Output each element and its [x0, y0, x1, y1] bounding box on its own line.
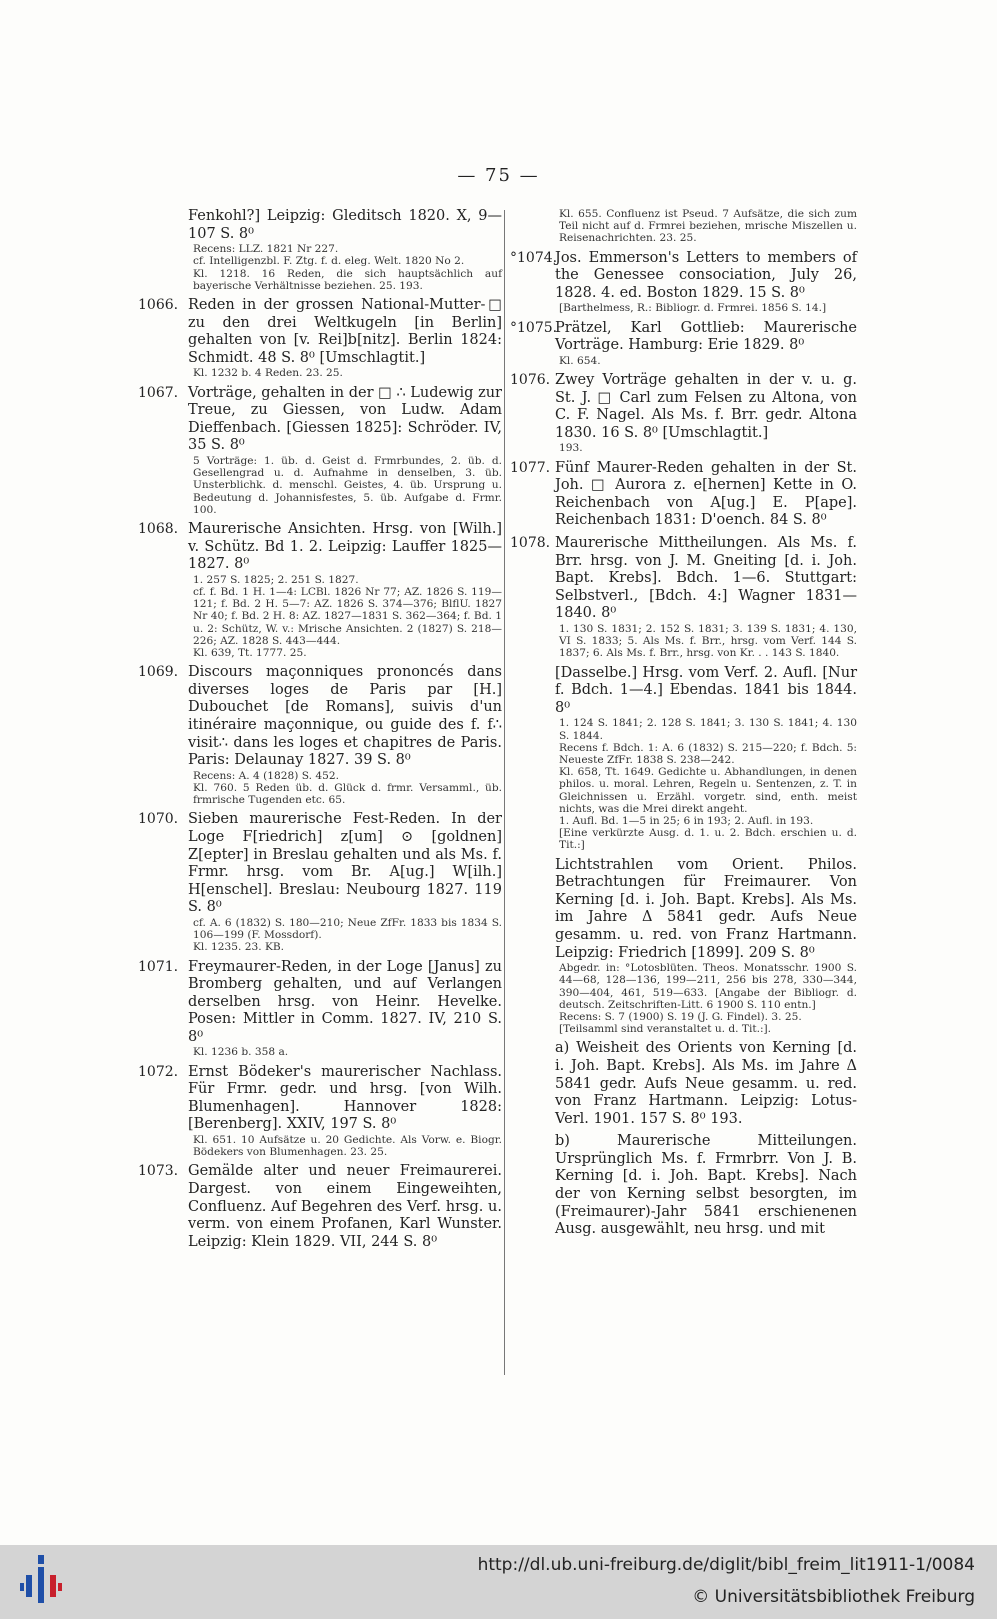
entry-title: Maurerische Mittheilungen. Als Ms. f. Brr. hrsg. von J. M. Gneiting [d. i. Joh. Bapt. Krebs]. Bdch. 1—6. Stuttgart: Selbstverl., [Bdch. 4:] Wagner 1831—1840. 8⁰ — [555, 534, 857, 622]
entry-title: Reden in der grossen National-Mutter-□ zu den drei Weltkugeln [in Berlin] gehalten von [v. Rei]b[nitz]. Berlin 1824: Schmidt. 48 S. 8⁰ [Umschlagtit.] — [188, 297, 502, 366]
bibliography-entry — [512, 250, 857, 315]
entry-number: 1072. — [138, 1063, 179, 1080]
entry-note: Kl. 1218. 16 Reden, die sich hauptsächlich auf bayerische Verhältnisse beziehen. 25. 193. — [193, 267, 502, 292]
bibliography-entry — [140, 1064, 502, 1159]
entry-note: Kl. 651. 10 Aufsätze u. 20 Gedichte. Als Vorw. e. Biogr. Bödekers von Blumenhagen. 23. 25. — [193, 1134, 502, 1159]
entry-note: Kl. 1235. 23. KB. — [193, 941, 285, 954]
entry-note: Kl. 760. 5 Reden üb. d. Glück d. frmr. Versamml., üb. frmrische Tugenden etc. 65. — [193, 781, 502, 807]
entry-number: °1075. — [510, 319, 558, 336]
bibliography-entry — [512, 208, 857, 245]
column-divider — [504, 210, 505, 1375]
entry-title: Maurerische Ansichten. Hrsg. von [Wilh.] v. Schütz. Bd 1. 2. Leipzig: Lauffer 1825—1827. 8⁰ — [188, 520, 502, 573]
entry-title: Fenkohl?] Leipzig: Gleditsch 1820. X, 9—107 S. 8⁰ — [188, 208, 502, 242]
entry-number: 1078. — [510, 534, 551, 551]
entry-title: Sieben maurerische Fest-Reden. In der Loge F[riedrich] z[um] ⊙ [goldnen] Z[epter] in Breslau gehalten und als Ms. f. Frmr. hrsg. vom Br. A[ug.] W[ilh.] H[enschel]. Breslau: Neubourg 1827. 119 S. 8⁰ — [188, 811, 502, 916]
bibliography-entry — [140, 664, 502, 806]
entry-note: 1. Aufl. Bd. 1—5 in 25; 6 in 193; 2. Aufl. in 193. — [559, 814, 814, 827]
entry-note: 1. 130 S. 1831; 2. 152 S. 1831; 3. 139 S. 1831; 4. 130, VI S. 1833; 5. Als Ms. f. Brr., hrsg. vom Verf. 144 S. 1837; 6. Als Ms. f. Brr., hrsg. von Kr. . . 143 S. 1840. — [559, 622, 857, 660]
entry-title: Vorträge, gehalten in der □ ∴ Ludewig zur Treue, zu Giessen, von Ludw. Adam Dieffenbach. [Giessen 1825]: Schröder. IV, 35 S. 8⁰ — [188, 384, 502, 454]
entry-number: 1067. — [138, 384, 179, 401]
bibliography-entry — [512, 857, 857, 1036]
left-column — [140, 208, 502, 1256]
entry-note: cf. f. Bd. 1 H. 1—4: LCBl. 1826 Nr 77; AZ. 1826 S. 119—121; f. Bd. 2 H. 5—7: AZ. 1826 S. 374—376; BlflU. 1827 Nr 40; f. Bd. 2 H. 8: AZ. 1827—1831 S. 362—364; f. Bd. 1 u. 2: Schütz, W. v.: Mrische Ansichten. 2 (1827) S. 218—226; AZ. 1828 S. 443—444. — [193, 585, 502, 647]
entry-title: Lichtstrahlen vom Orient. Philos. Betrachtungen für Freimaurer. Von Kerning [d. i. Joh. Bapt. Krebs]. Als Ms. im Jahre Δ 5841 gedr. Aufs Neue gesamm. u. red. von Franz Hartmann. Leipzig: Friedrich [1899]. 209 S. 8⁰ — [555, 856, 857, 961]
entry-note: Recens f. Bdch. 1: A. 6 (1832) S. 215—220; f. Bdch. 5: Neueste ZfFr. 1838 S. 238—242. — [559, 741, 857, 766]
bibliography-entry — [140, 297, 502, 380]
entry-number: 1076. — [510, 371, 551, 388]
bibliography-entry — [140, 521, 502, 659]
bibliography-entry — [512, 372, 857, 455]
entry-number: 1073. — [138, 1163, 179, 1180]
entry-note: Kl. 1232 b. 4 Reden. 23. 25. — [193, 367, 343, 380]
entry-note: cf. A. 6 (1832) S. 180—210; Neue ZfFr. 1833 bis 1834 S. 106—199 (F. Mossdorf). — [193, 916, 502, 942]
entry-number: 1068. — [138, 520, 179, 537]
entry-number: 1077. — [510, 459, 551, 476]
entry-note: Kl. 655. Confluenz ist Pseud. 7 Aufsätze, die sich zum Teil nicht auf d. Frmrei beziehen, mrische Miszellen u. Reisenachrichten. 23. 25. — [559, 208, 857, 245]
ub-freiburg-logo — [20, 1553, 64, 1609]
entry-note: 1. 257 S. 1825; 2. 251 S. 1827. — [193, 573, 359, 586]
entry-title: Fünf Maurer-Reden gehalten in der St. Joh. □ Aurora z. e[hernen] Kette in O. Reichenbach von A[ug.] E. P[ape]. Reichenbach 1831: D'oench. 84 S. 8⁰ — [555, 459, 857, 529]
bibliography-entry — [512, 1040, 857, 1128]
entry-title: Freymaurer-Reden, in der Loge [Janus] zu Bromberg gehalten, und auf Verlangen derselben hrsg. von Heinr. Hevelke. Posen: Mittler in Comm. 1827. IV, 210 S. 8⁰ — [188, 958, 502, 1045]
bibliography-entry — [140, 1163, 502, 1251]
bibliography-entry — [140, 959, 502, 1059]
entry-note: [Teilsamml sind veranstaltet u. d. Tit.:]. — [559, 1023, 772, 1036]
entry-note: [Barthelmess, R.: Bibliogr. d. Frmrei. 1856 S. 14.] — [559, 302, 827, 315]
entry-title: Discours maçonniques prononcés dans diverses loges de Paris par [H.] Dubouchet [de Romans], suivis d'un itinéraire maçonnique, ou guide des f. f∴ visit∴ dans les loges et chapitres de Paris. Paris: Delaunay 1827. 39 S. 8⁰ — [188, 664, 502, 769]
entry-number: 1071. — [138, 958, 179, 975]
entry-number: 1070. — [138, 811, 179, 828]
entry-note: Kl. 654. — [559, 354, 601, 367]
entry-note: Kl. 1236 b. 358 a. — [193, 1046, 289, 1059]
copyright-text: © Universitätsbibliothek Freiburg — [692, 1587, 975, 1607]
page-number: — 75 — — [457, 165, 540, 186]
entry-note: 1. 124 S. 1841; 2. 128 S. 1841; 3. 130 S. 1841; 4. 130 S. 1844. — [559, 717, 857, 742]
bibliography-entry — [512, 460, 857, 530]
entry-number: 1066. — [138, 297, 179, 313]
right-column — [512, 208, 857, 1244]
entry-note: Kl. 658, Tt. 1649. Gedichte u. Abhandlungen, in denen philos. u. moral. Lehren, Regeln u. Sentenzen, z. T. in Gleichnissen u. Erzähl. vorgetr. sind, enth. meist nichts, was die Mrei direkt angeht. — [559, 766, 857, 815]
entry-note: Recens: A. 4 (1828) S. 452. — [193, 769, 339, 782]
bibliography-entry — [140, 811, 502, 953]
entry-note: cf. Intelligenzbl. F. Ztg. f. d. eleg. Welt. 1820 No 2. — [193, 255, 465, 268]
entry-number: °1074. — [510, 249, 558, 266]
entry-note: Recens: LLZ. 1821 Nr 227. — [193, 243, 339, 256]
bibliography-entry — [512, 1133, 857, 1239]
entry-title: Jos. Emmerson's Letters to members of the Genessee consociation, July 26, 1828. 4. ed. Boston 1829. 15 S. 8⁰ — [555, 249, 857, 301]
entry-note: Recens: S. 7 (1900) S. 19 (J. G. Findel). 3. 25. — [559, 1010, 802, 1023]
bibliography-entry — [512, 665, 857, 852]
entry-note: [Eine verkürzte Ausg. d. 1. u. 2. Bdch. erschien u. d. Tit.:] — [559, 827, 857, 852]
bibliography-entry — [140, 385, 502, 516]
entry-title: a) Weisheit des Orients von Kerning [d. i. Joh. Bapt. Krebs]. Als Ms. im Jahre Δ 5841 gedr. Aufs Neue gesamm. u. red. von Franz Hartmann. Leipzig: Lotus-Verl. 1901. 157 S. 8⁰ 193. — [555, 1040, 857, 1127]
entry-title: Prätzel, Karl Gottlieb: Maurerische Vorträge. Hamburg: Erie 1829. 8⁰ — [555, 319, 857, 354]
footer-bar — [0, 1545, 997, 1619]
entry-note: 193. — [559, 442, 583, 455]
entry-note: Abgedr. in: °Lotosblüten. Theos. Monatsschr. 1900 S. 44—68, 128—136, 199—211, 256 bis 278, 330—344, 390—404, 461, 519—633. [Angabe der Bibliogr. d. deutsch. Zeitschriften-Litt. 6 1900 S. 110 entn.] — [559, 962, 857, 1011]
entry-note: Kl. 639, Tt. 1777. 25. — [193, 646, 307, 659]
bibliography-entry — [512, 535, 857, 660]
bibliography-entry — [140, 208, 502, 292]
entry-title: [Dasselbe.] Hrsg. vom Verf. 2. Aufl. [Nur f. Bdch. 1—4.] Ebendas. 1841 bis 1844. 8⁰ — [555, 664, 857, 716]
entry-title: Zwey Vorträge gehalten in der v. u. g. St. J. □ Carl zum Felsen zu Altona, von C. F. Nagel. Als Ms. f. Brr. gedr. Altona 1830. 16 S. 8⁰ [Umschlagtit.] — [555, 371, 857, 441]
source-url[interactable]: http://dl.ub.uni-freiburg.de/diglit/bibl_freim_lit1911-1/0084 — [477, 1555, 975, 1575]
entry-number: 1069. — [138, 664, 179, 681]
entry-title: Gemälde alter und neuer Freimaurerei. Dargest. von einem Eingeweihten, Confluenz. Auf Begehren des Verf. hrsg. u. verm. von einem Profanen, Karl Wunster. Leipzig: Klein 1829. VII, 244 S. 8⁰ — [188, 1163, 502, 1250]
entry-title: b) Maurerische Mitteilungen. Ursprünglich Ms. f. Frmrbrr. Von J. B. Kerning [d. i. Joh. Bapt. Krebs]. Nach der von Kerning selbst besorgten, im (Freimaurer)-Jahr 5841 erschienenen Ausg. ausgewählt, neu hrsg. und mit — [555, 1133, 857, 1238]
entry-note: 5 Vorträge: 1. üb. d. Geist d. Frmrbundes, 2. üb. d. Gesellengrad u. d. Aufnahme in denselben, 3. üb. Unsterblichk. d. menschl. Geistes, 4. üb. Ursprung u. Bedeutung d. Johannisfestes, 5. üb. Aufgabe d. Frmr. 100. — [193, 454, 502, 516]
bibliography-entry — [512, 320, 857, 367]
entry-title: Ernst Bödeker's maurerischer Nachlass. Für Frmr. gedr. und hrsg. [von Wilh. Blumenhagen]. Hannover 1828: [Berenberg]. XXIV, 197 S. 8⁰ — [188, 1063, 502, 1133]
